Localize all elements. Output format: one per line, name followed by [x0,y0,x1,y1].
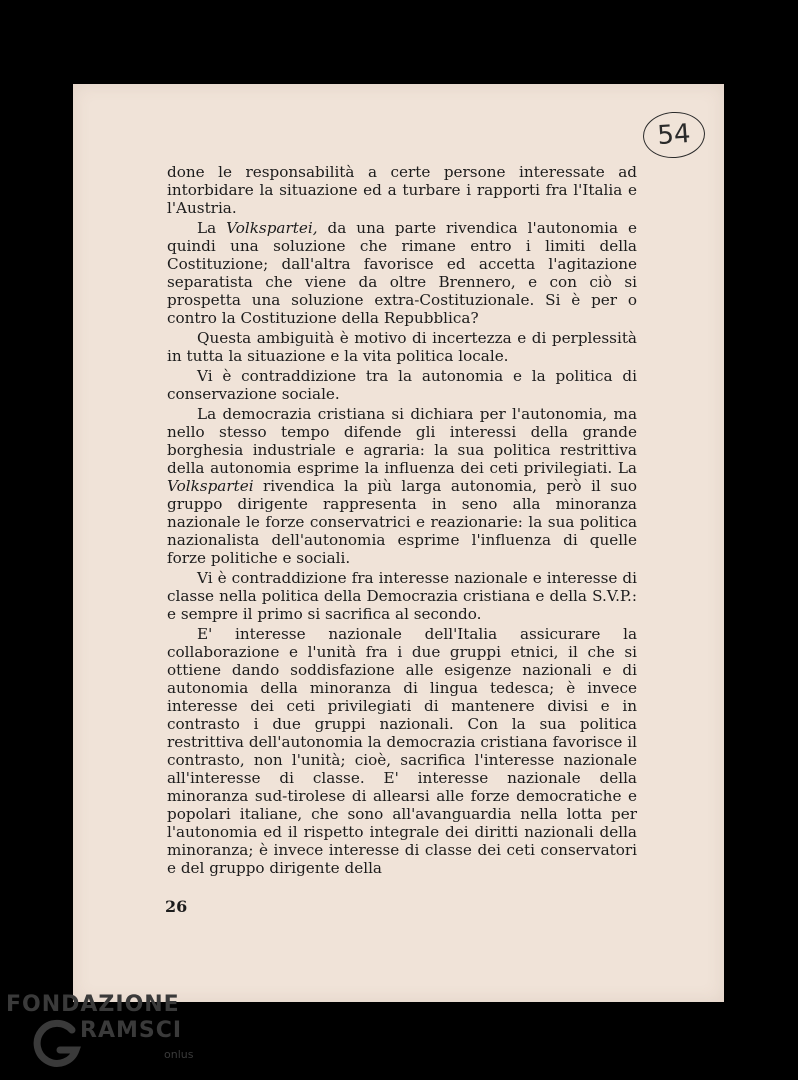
volkspartei-italic: Volkspartei, [226,219,318,237]
fondazione-gramsci-logo [6,992,206,1072]
gramsci-g-icon [32,1018,82,1068]
logo-text-fondazione: FONDAZIONE [6,992,180,1017]
paragraph-6: Vi è contraddizione fra interesse nazionale e interesse di classe nella politica della Democrazia cristiana e della S.V.P.: e sempre il primo si sacrifica al secondo. [167,569,637,623]
volkspartei-italic: Volkspartei [167,477,254,495]
logo-text-onlus: onlus [164,1048,194,1061]
paragraph-1: done le responsabilità a certe persone interessate ad intorbidare la situazione ed a turbare i rapporti fra l'Italia e l'Austria. [167,163,637,217]
paragraph-2: La Volkspartei, da una parte rivendica l'autonomia e quindi una soluzione che rimane entro i limiti della Costituzione; dall'altra favorisce ed accetta l'agitazione separatista che viene da oltre Brennero, e con ciò si prospetta una soluzione extra-Costituzionale. Si è per o contro la Costituzione della Repubblica? [167,219,637,327]
paragraph-3: Questa ambiguità è motivo di incertezza e di perplessità in tutta la situazione e la vita politica locale. [167,329,637,365]
paragraph-4: Vi è contraddizione tra la autonomia e la politica di conservazione sociale. [167,367,637,403]
handwritten-page-annotation: 54 [641,110,706,160]
page-number: 26 [165,897,188,916]
paragraph-7: E' interesse nazionale dell'Italia assicurare la collaborazione e l'unità fra i due gruppi etnici, il che si ottiene dando soddisfazione alle esigenze nazionali e di autonomia della minoranza di lingua tedesca; è invece interesse dei ceti privilegiati di mantenere divisi e in contrasto i due gruppi nazionali. Con la sua politica restrittiva dell'autonomia la democrazia cristiana favorisce il contrasto, non l'unità; cioè, sacrifica l'interesse nazionale all'interesse di classe. E' interesse nazionale della minoranza sud-tirolese di allearsi alle forze democratiche e popolari italiane, che sono all'avanguardia nella lotta per l'autonomia ed il rispetto integrale dei diritti nazionali della minoranza; è invece interesse di classe dei ceti conservatori e del gruppo dirigente della [167,625,637,877]
logo-text-gramsci: RAMSCI [80,1018,183,1043]
paragraph-5: La democrazia cristiana si dichiara per l'autonomia, ma nello stesso tempo difende gli interessi della grande borghesia industriale e agraria: la sua politica restrittiva della autonomia esprime la influenza dei ceti privilegiati. La Volkspartei rivendica la più larga autonomia, però il suo gruppo dirigente rappresenta in seno alla minoranza nazionale le forze conservatrici e reazionarie: la sua politica nazionalista dell'autonomia esprime l'influenza di quelle forze politiche e sociali. [167,405,637,567]
body-text [167,163,637,877]
